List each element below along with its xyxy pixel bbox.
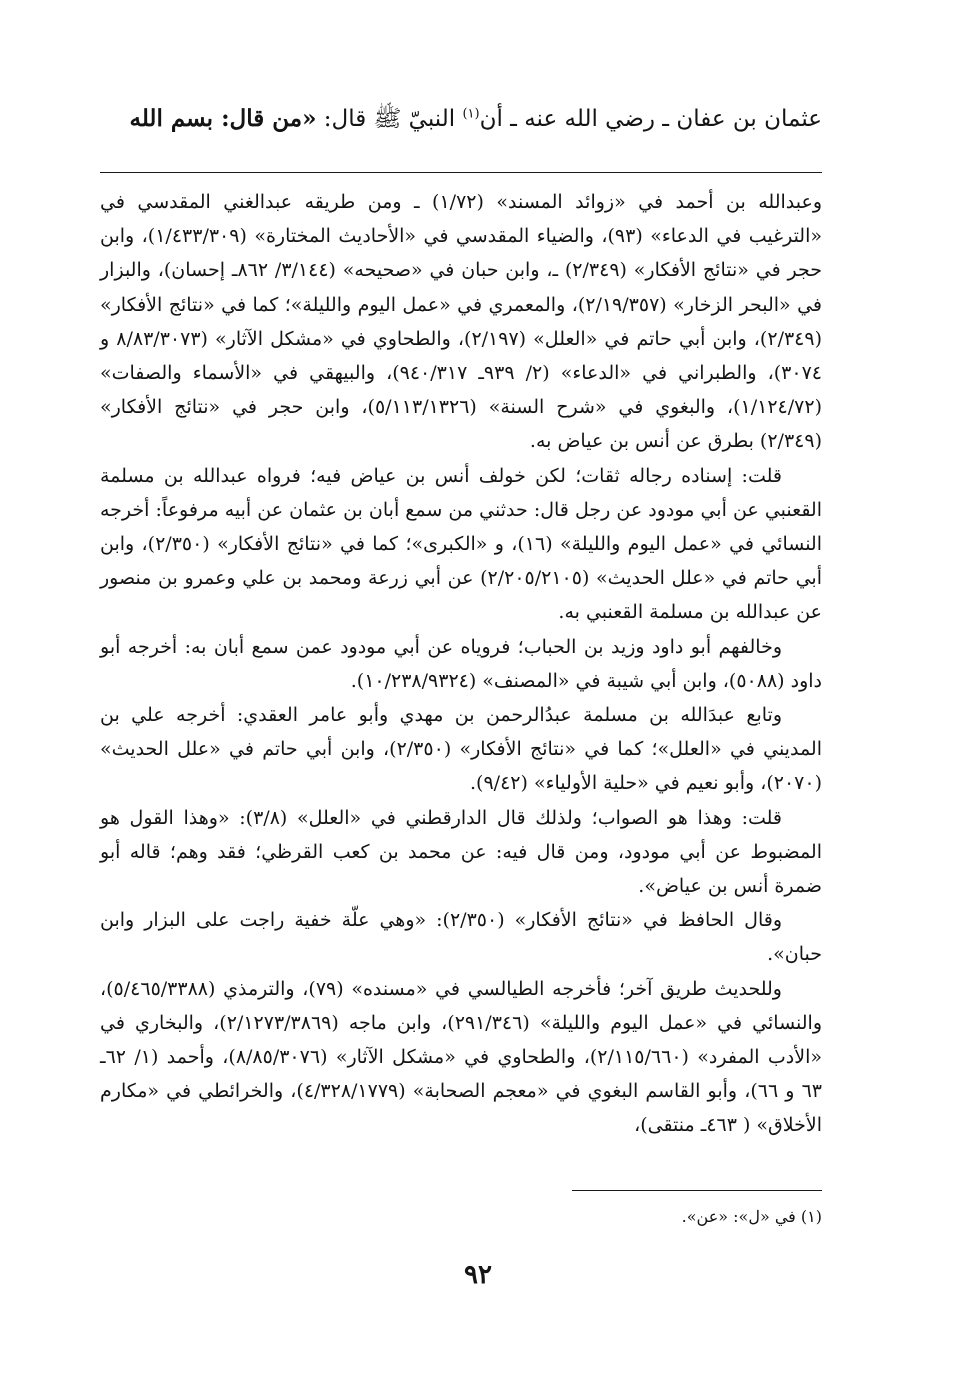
commentary-paragraph: قلت: إسناده رجاله ثقات؛ لكن خولف أنس بن عياض فيه؛ فرواه عبدالله بن مسلمة القعنبي عن أبي مودود عن رجل قال: حدثني من سمع أبان بن عثمان عن أبيه مرفوعاً: أخرجه النسائي في «عمل اليوم والليلة» (١٦)، و «الكبرى»؛ كما في «نتائج الأفكار» (٢/٣٥٠)، وابن أبي حاتم في «علل الحديث» (٢/٢٠٥/٢١٠٥) عن أبي زرعة ومحمد بن علي وعمرو بن منصور عن عبدالله بن مسلمة القعنبي به. [100,464,822,624]
commentary-paragraph: وخالفهم أبو داود وزيد بن الحباب؛ فروياه عن أبي مودود عمن سمع أبان به: أخرجه أبو داود (٥٠٨٨)، وابن أبي شيبة في «المصنف» (١٠/٢٣٨/٩٣٢٤). [100,635,822,692]
hadith-quote: «من قال: بسم الله [129,105,317,132]
commentary-paragraph: وقال الحافظ في «نتائج الأفكار» (٢/٣٥٠): «وهي علّة خفية راجت على البزار وابن حبان». [100,909,822,966]
main-text-start: عثمان بن عفان ـ رضي الله عنه ـ أن [479,106,822,132]
footnote-separator [572,1190,822,1191]
commentary-paragraph: وللحديث طريق آخر؛ فأخرجه الطيالسي في «مسنده» (٧٩)، والترمذي (٥/٤٦٥/٣٣٨٨)، والنسائي في «عمل اليوم والليلة» (٢٩١/٣٤٦)، وابن ماجه (٢/١٢٧٣/٣٨٦٩)، والبخاري في «الأدب المفرد» (٢/١١٥/٦٦٠)، والطحاوي في «مشكل الآثار» (٨/٨٥/٣٠٧٦)، وأحمد (١/ ٦٢ـ ٦٣ و ٦٦)، وأبو القاسم البغوي في «معجم الصحابة» (٤/٣٢٨/١٧٧٩)، والخرائطي في «مكارم الأخلاق» ( ٤٦٣ـ منتقى)، [100,977,822,1137]
footnote [100,1204,822,1230]
main-text-continued: النبيّ ﷺ قال: [316,106,463,132]
footnote-text: في «ل»: «عن». [681,1207,796,1226]
footnote-reference: (١) [462,106,480,122]
footnote-number: (١) [800,1207,822,1226]
commentary-paragraph: وتابع عبدَالله بن مسلمة عبدُالرحمن بن مهدي وأبو عامر العقدي: أخرجه علي بن المديني في «العلل»؛ كما في «نتائج الأفكار» (٢/٣٥٠)، وابن أبي حاتم في «علل الحديث» (٢٠٧٠)، وأبو نعيم في «حلية الأولياء» (٩/٤٢). [100,704,822,795]
commentary-paragraph: وعبدالله بن أحمد في «زوائد المسند» (١/٧٢) ـ ومن طريقه عبدالغني المقدسي في «الترغيب في الدعاء» (٩٣)، والضياء المقدسي في «الأحاديث المختارة» (١/٤٣٣/٣٠٩)، وابن حجر في «نتائج الأفكار» (٢/٣٤٩) ـ، وابن حبان في «صحيحه» (٣/١٤٤/ ٨٦٢ـ إحسان)، والبزار في «البحر الزخار» (٢/١٩/٣٥٧)، والمعمري في «عمل اليوم والليلة»؛ كما في «نتائج الأفكار» (٢/٣٤٩)، وابن أبي حاتم في «العلل» (٢/١٩٧)، والطحاوي في «مشكل الآثار» (٨/٨٣/٣٠٧٣ و ٣٠٧٤)، والطبراني في «الدعاء» (٢/ ٩٣٩ـ ٩٤٠/٣١٧)، والبيهقي في «الأسماء والصفات» (١/١٢٤/٧٢)، والبغوي في «شرح السنة» (٥/١١٣/١٣٢٦)، وابن حجر في «نتائج الأفكار» (٢/٣٤٩) بطرق عن أنس بن عياض به. [100,191,823,453]
commentary-paragraph: قلت: وهذا هو الصواب؛ ولذلك قال الدارقطني في «العلل» (٣/٨): «وهذا القول هو المضبوط عن أبي مودود، ومن قال فيه: عن محمد بن كعب القرظي؛ فقد وهم؛ قاله أبو ضمرة أنس بن عياض». [100,806,822,898]
main-text-separator [100,172,822,173]
commentary-block [100,185,822,1143]
page-number: ٩٢ [464,1260,492,1290]
main-text-line [100,96,822,142]
